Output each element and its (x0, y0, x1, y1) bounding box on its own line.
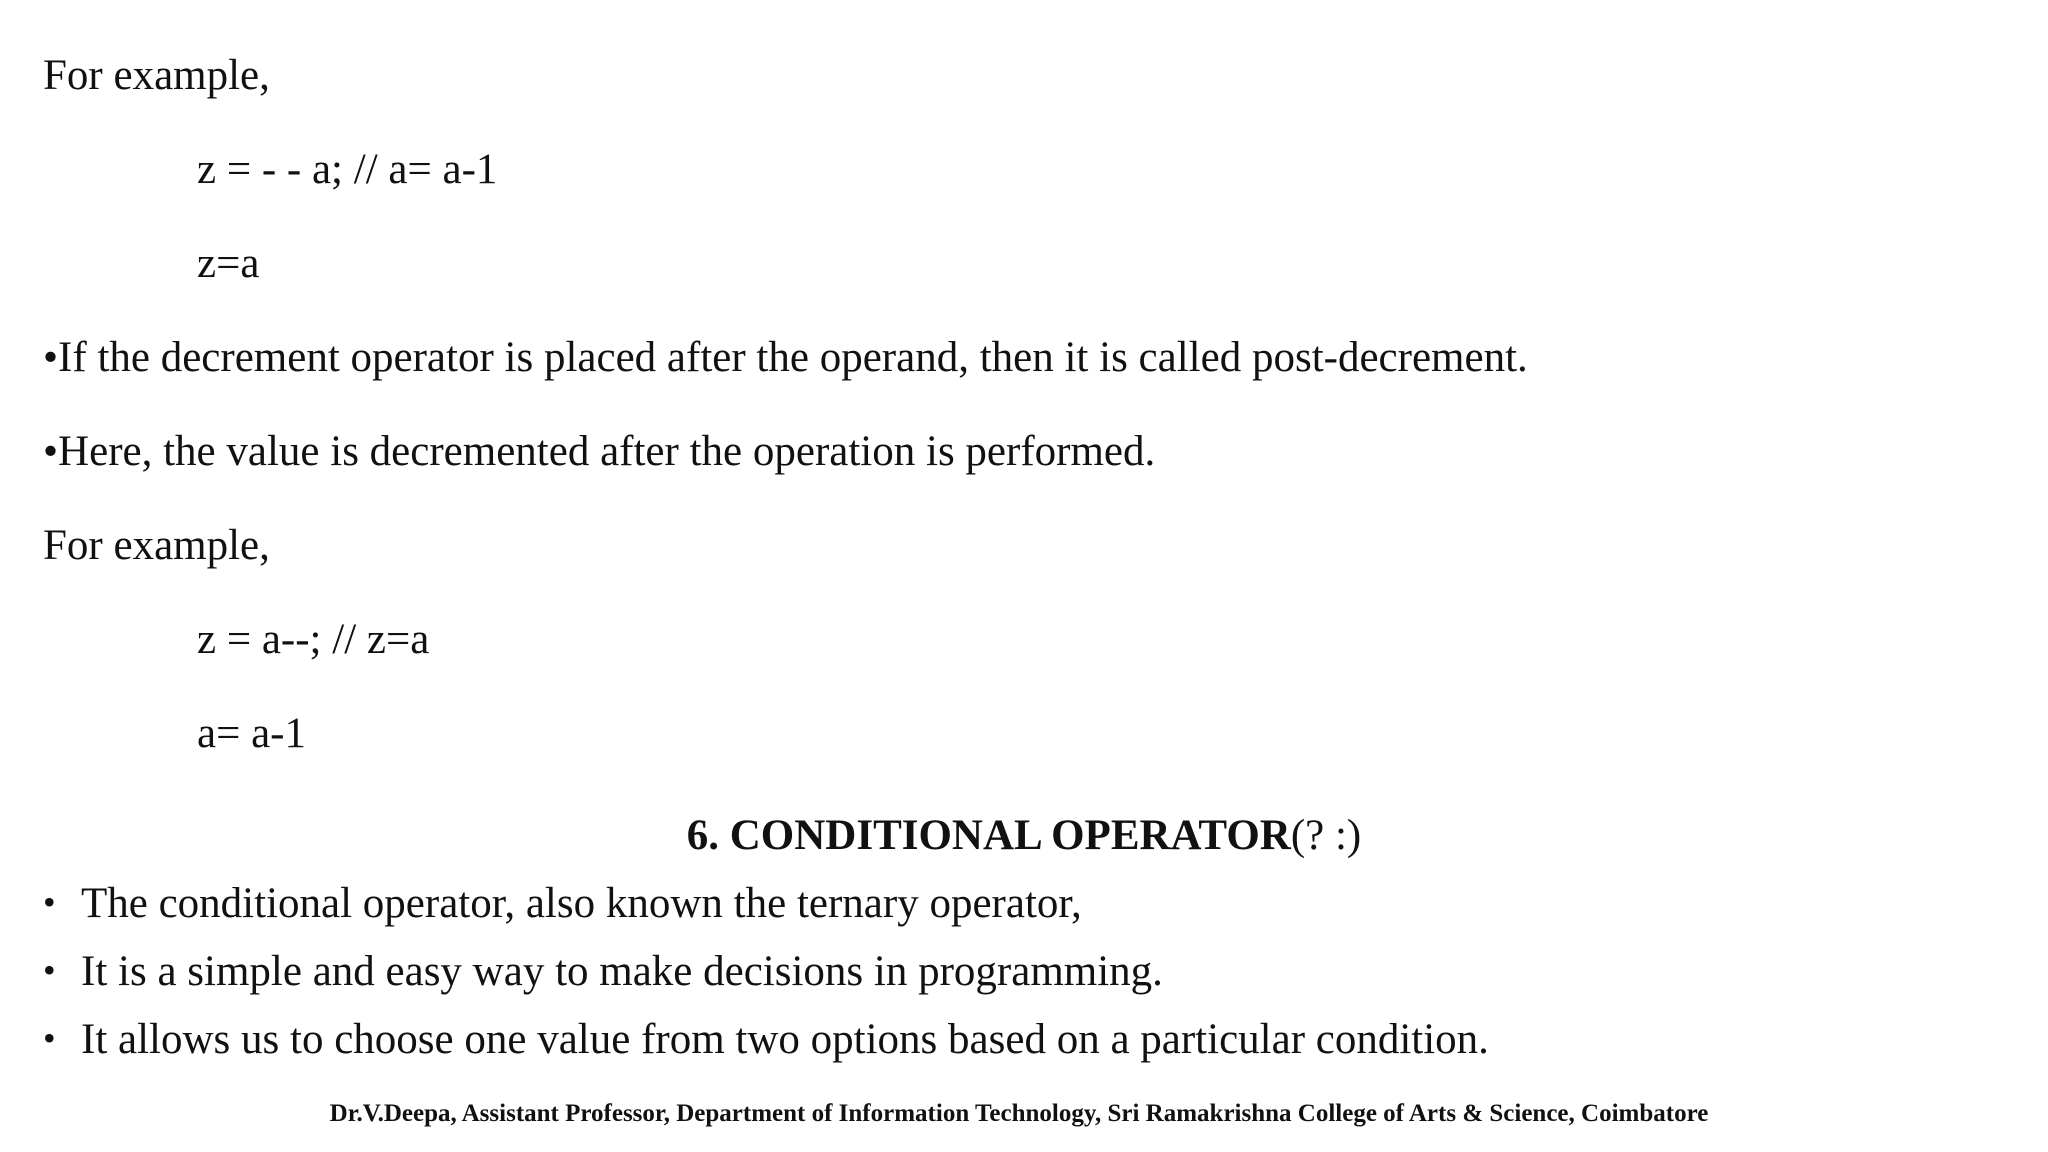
list-item-text: It is a simple and easy way to make decisions in programming. (81, 948, 1163, 995)
list-item-text: It allows us to choose one value from two options based on a particular condition. (81, 1016, 1489, 1063)
bullet-text: •If the decrement operator is placed after the operand, then it is called post-decrement. (43, 334, 1528, 381)
section-heading-title: 6. CONDITIONAL OPERATOR (686, 812, 1291, 859)
code-line: z = a--; // z=a (197, 616, 430, 663)
example-label: For example, (43, 52, 270, 99)
list-item (43, 1018, 1489, 1061)
code-line: z=a (197, 240, 260, 287)
bullet-text: •Here, the value is decremented after the operation is performed. (43, 428, 1156, 475)
code-line: a= a-1 (197, 710, 306, 757)
bullet-icon: • (43, 882, 56, 922)
section-heading (0, 814, 2048, 857)
section-heading-suffix: (? :) (1290, 812, 1362, 859)
list-item (43, 950, 1163, 993)
example-label: For example, (43, 522, 270, 569)
bullet-icon: • (43, 1018, 56, 1058)
list-item (43, 882, 1082, 925)
bullet-icon: • (43, 950, 56, 990)
code-line: z = - - a; // a= a-1 (197, 146, 498, 193)
list-item-text: The conditional operator, also known the ternary operator, (81, 880, 1082, 927)
slide-footer: Dr.V.Deepa, Assistant Professor, Department of Information Technology, Sri Ramakrishna College of Arts & Science, Coimbatore (329, 1100, 1709, 1127)
